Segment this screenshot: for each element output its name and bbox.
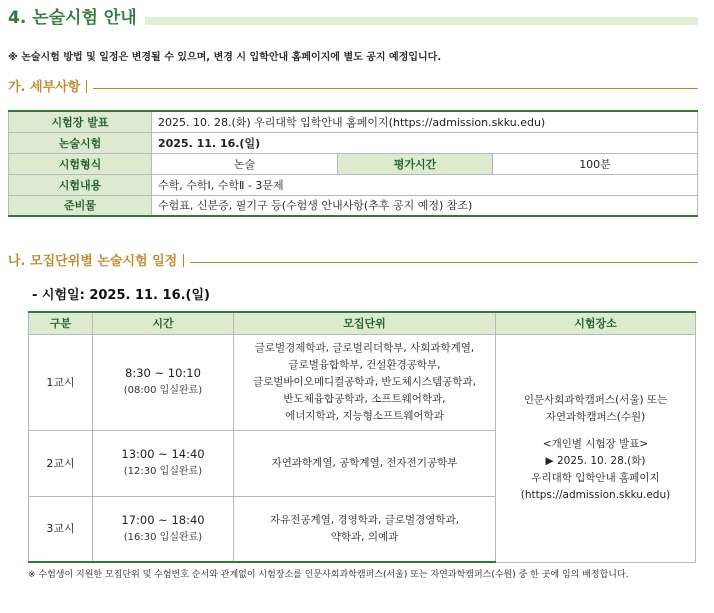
venue-line: ▶ 2025. 10. 28.(화) <box>545 455 646 467</box>
unit-line: 약학과, 의예과 <box>330 530 399 543</box>
row-label: 시험형식 <box>9 153 152 174</box>
venue-line: 우리대학 입학안내 홈페이지 <box>531 472 660 484</box>
time-range: 13:00 ~ 14:40 <box>121 447 205 461</box>
unit-cell <box>234 334 496 430</box>
venue-line: 인문사회과학캠퍼스(서울) 또는 <box>523 394 668 406</box>
unit-cell <box>234 496 496 562</box>
period-cell: 3교시 <box>29 496 93 562</box>
row-label: 준비물 <box>9 195 152 216</box>
header-time: 시간 <box>93 312 234 334</box>
exam-date-line: - 시험일: 2025. 11. 16.(일) <box>32 288 210 303</box>
schedule-heading <box>8 252 698 272</box>
format-value: 논술 <box>152 153 338 174</box>
duration-value: 100분 <box>493 153 698 174</box>
heading-tick <box>183 254 184 267</box>
heading-rule <box>8 88 698 89</box>
period-cell: 1교시 <box>29 334 93 430</box>
unit-line: 자유전공계열, 경영학과, 글로벌경영학과, <box>269 513 460 526</box>
details-table <box>8 110 698 217</box>
venue-cell <box>496 334 696 562</box>
details-heading-text: 가. 세부사항 <box>8 80 81 95</box>
time-range: 17:00 ~ 18:40 <box>121 512 205 527</box>
title-underline-bar <box>78 17 698 25</box>
table-row <box>9 153 698 174</box>
entry-time: (12:30 입실완료) <box>123 466 203 477</box>
schedule-heading-text: 나. 모집단위별 논술시험 일정 <box>8 254 178 269</box>
exam-date-value: 2025. 11. 16.(일) <box>152 132 698 153</box>
period-cell: 2교시 <box>29 430 93 496</box>
header-period: 구분 <box>29 312 93 334</box>
table-row <box>9 132 698 153</box>
items-value: 수험표, 신분증, 필기구 등(수험생 안내사항(추후 공지 예정) 참조) <box>152 195 698 216</box>
time-range: 8:30 ~ 10:10 <box>125 366 201 380</box>
schedule-heading-label <box>8 252 190 272</box>
header-venue: 시험장소 <box>496 312 696 334</box>
content-value: 수학, 수학Ⅰ, 수학Ⅱ - 3문제 <box>152 174 698 195</box>
section-title-block <box>8 6 698 30</box>
row-label: 시험장 발표 <box>9 111 152 132</box>
venue-line: 자연과학캠퍼스(수원) <box>545 411 646 423</box>
table-row <box>9 111 698 132</box>
unit-line: 반도체융합공학과, 소프트웨어학과, <box>283 392 446 405</box>
entry-time: (08:00 입실완료) <box>123 385 203 396</box>
assignment-footnote: ※ 수험생이 지원한 모집단위 및 수험번호 순서와 관계없이 시험장소를 인문사회과학캠퍼스(서울) 또는 자연과학캠퍼스(수원) 중 한 곳에 임의 배정합니다. <box>28 570 629 580</box>
heading-tick <box>86 80 87 93</box>
venue-line: (https://admission.skku.edu) <box>520 489 671 501</box>
row-label: 평가시간 <box>338 153 493 174</box>
row-label: 논술시험 <box>9 132 152 153</box>
row-label: 시험내용 <box>9 174 152 195</box>
venue-line: <개인별 시험장 발표> <box>542 438 649 450</box>
unit-line: 글로벌융합학부, 건설환경공학부, <box>288 358 441 371</box>
details-heading <box>8 78 698 98</box>
time-cell <box>93 496 234 562</box>
time-cell <box>93 334 234 430</box>
venue-announce-value: 2025. 10. 28.(화) 우리대학 입학안내 홈페이지(https://admission.skku.edu) <box>152 111 698 132</box>
unit-line: 글로벌경제학과, 글로벌리더학부, 사회과학계열, <box>254 341 475 354</box>
unit-line: 글로벌바이오메디컬공학과, 반도체시스템공학과, <box>252 375 476 388</box>
table-row <box>9 174 698 195</box>
details-heading-label <box>8 78 93 98</box>
time-cell <box>93 430 234 496</box>
table-header-row <box>29 312 696 334</box>
table-row <box>9 195 698 216</box>
change-notice: ※ 논술시험 방법 및 일정은 변경될 수 있으며, 변경 시 입학안내 홈페이지에 별도 공지 예정입니다. <box>8 52 442 63</box>
header-unit: 모집단위 <box>234 312 496 334</box>
unit-line: 에너지학과, 지능형소프트웨어학과 <box>285 409 444 422</box>
table-row <box>29 334 696 430</box>
unit-cell <box>234 430 496 496</box>
entry-time: (16:30 입실완료) <box>123 531 203 543</box>
venue-spacer <box>496 426 695 436</box>
section-title: 4. 논술시험 안내 <box>8 6 145 30</box>
unit-line: 자연과학계열, 공학계열, 전자전기공학부 <box>271 456 458 469</box>
schedule-table <box>28 311 696 563</box>
